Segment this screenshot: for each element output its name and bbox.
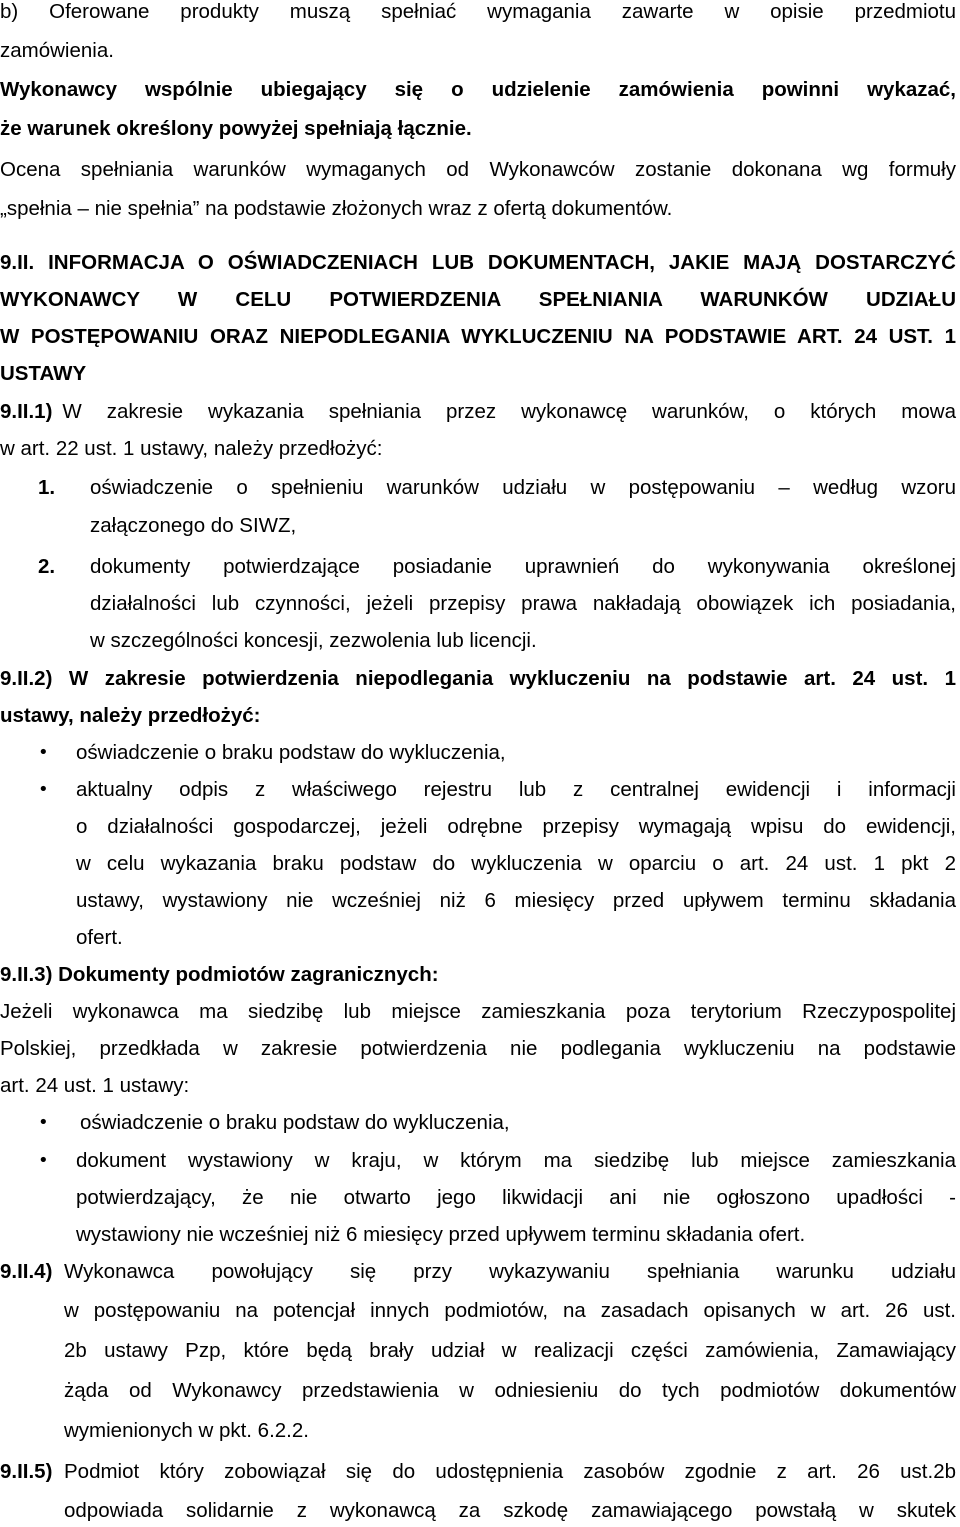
para-line: Jeżeli wykonawca ma siedzibę lub miejsce zamieszkania poza terytorium Rzeczypospolitej [0, 1000, 956, 1023]
subsection-line: wymienionych w pkt. 6.2.2. [64, 1419, 309, 1442]
subsection-number: 9.II.4) [0, 1260, 53, 1283]
bullet-item-line: oświadczenie o braku podstaw do wykluczenia, [80, 1111, 510, 1134]
subsection-line: 9.II.2) W zakresie potwierdzenia niepodlegania wykluczeniu na podstawie art. 24 ust. 1 [0, 667, 956, 690]
bullet-icon: • [38, 1150, 49, 1171]
bullet-icon: • [38, 1112, 49, 1133]
para-line: Ocena spełniania warunków wymaganych od Wykonawców zostanie dokonana wg formuły [0, 158, 956, 181]
bullet-item-line: o działalności gospodarczej, jeżeli odrębne przepisy wymagają wpisu do ewidencji, [76, 815, 956, 838]
subsection-line [0, 399, 956, 425]
bullet-item-line: w celu wykazania braku podstaw do wykluczenia w oparciu o art. 24 ust. 1 pkt 2 [76, 852, 956, 875]
bullet-item-line: oświadczenie o braku podstaw do wykluczenia, [76, 741, 506, 764]
section-heading: WYKONAWCY W CELU POTWIERDZENIA SPEŁNIANIA WARUNKÓW UDZIAŁU [0, 288, 956, 311]
subsection-title: Dokumenty podmiotów zagranicznych: [58, 963, 439, 986]
subsection-number: 9.II.1) [0, 400, 53, 423]
list-item-line: działalności lub czynności, jeżeli przepisy prawa nakładają obowiązek ich posiadania, [90, 592, 956, 615]
bullet-item-line: aktualny odpis z właściwego rejestru lub z centralnej ewidencji i informacji [76, 778, 956, 801]
bullet-item-line: dokument wystawiony w kraju, w którym ma siedzibę lub miejsce zamieszkania [76, 1149, 956, 1172]
subsection-line: Podmiot który zobowiązał się do udostępnienia zasobów zgodnie z art. 26 ust.2b [64, 1460, 956, 1483]
subsection-line: w postępowaniu na potencjał innych podmiotów, na zasadach opisanych w art. 26 ust. [64, 1299, 956, 1322]
bullet-item-line: ofert. [76, 926, 123, 949]
list-item-line: załączonego do SIWZ, [90, 514, 297, 537]
para-line-bold: Wykonawcy wspólnie ubiegający się o udzielenie zamówienia powinni wykazać, [0, 78, 956, 101]
subsection-line: żąda od Wykonawcy przedstawienia w odniesieniu do tych podmiotów dokumentów [64, 1379, 956, 1402]
subsection-number: 9.II.3) [0, 963, 53, 986]
subsection-line: Wykonawca powołujący się przy wykazywaniu spełniania warunku udziału [64, 1260, 956, 1283]
subsection-line: 2b ustawy Pzp, które będą brały udział w realizacji części zamówienia, Zamawiający [64, 1339, 956, 1362]
para-line: zamówienia. [0, 39, 114, 62]
para-line: art. 24 ust. 1 ustawy: [0, 1074, 190, 1097]
para-line-bold: że warunek określony powyżej spełniają łącznie. [0, 117, 472, 140]
bullet-item-line: potwierdzający, że nie otwarto jego likwidacji ani nie ogłoszono upadłości - [76, 1186, 956, 1209]
bullet-icon: • [38, 742, 49, 763]
bullet-item-line: ustawy, wystawiony nie wcześniej niż 6 miesięcy przed upływem terminu składania [76, 889, 956, 912]
para-line: „spełnia – nie spełnia” na podstawie złożonych wraz z ofertą dokumentów. [0, 197, 673, 220]
subsection-line: odpowiada solidarnie z wykonawcą za szkodę zamawiającego powstałą w skutek [64, 1499, 956, 1522]
bullet-item-line: wystawiony nie wcześniej niż 6 miesięcy przed upływem terminu składania ofert. [76, 1223, 806, 1246]
para-line: Polskiej, przedkłada w zakresie potwierdzenia nie podlegania wykluczeniu na podstawie [0, 1037, 956, 1060]
section-heading: USTAWY [0, 362, 87, 385]
para-line: w art. 22 ust. 1 ustawy, należy przedłożyć: [0, 437, 383, 460]
section-heading: W POSTĘPOWANIU ORAZ NIEPODLEGANIA WYKLUCZENIU NA PODSTAWIE ART. 24 UST. 1 [0, 325, 956, 348]
list-item-line: w szczególności koncesji, zezwolenia lub licencji. [90, 629, 537, 652]
list-item-line: dokumenty potwierdzające posiadanie uprawnień do wykonywania określonej [90, 555, 956, 578]
subsection-number: 9.II.5) [0, 1460, 53, 1483]
subsection-text: W zakresie wykazania spełniania przez wykonawcę warunków, o których mowa [62, 400, 956, 423]
list-item-line: oświadczenie o spełnieniu warunków udziału w postępowaniu – według wzoru [90, 476, 956, 499]
para-line: b) Oferowane produkty muszą spełniać wymagania zawarte w opisie przedmiotu [0, 0, 956, 23]
subsection-line [0, 962, 439, 988]
section-heading: 9.II. INFORMACJA O OŚWIADCZENIACH LUB DOKUMENTACH, JAKIE MAJĄ DOSTARCZYĆ [0, 251, 956, 274]
list-number: 2. [38, 555, 56, 578]
bullet-icon: • [38, 779, 49, 800]
subsection-line: ustawy, należy przedłożyć: [0, 704, 261, 727]
list-number: 1. [38, 476, 56, 499]
